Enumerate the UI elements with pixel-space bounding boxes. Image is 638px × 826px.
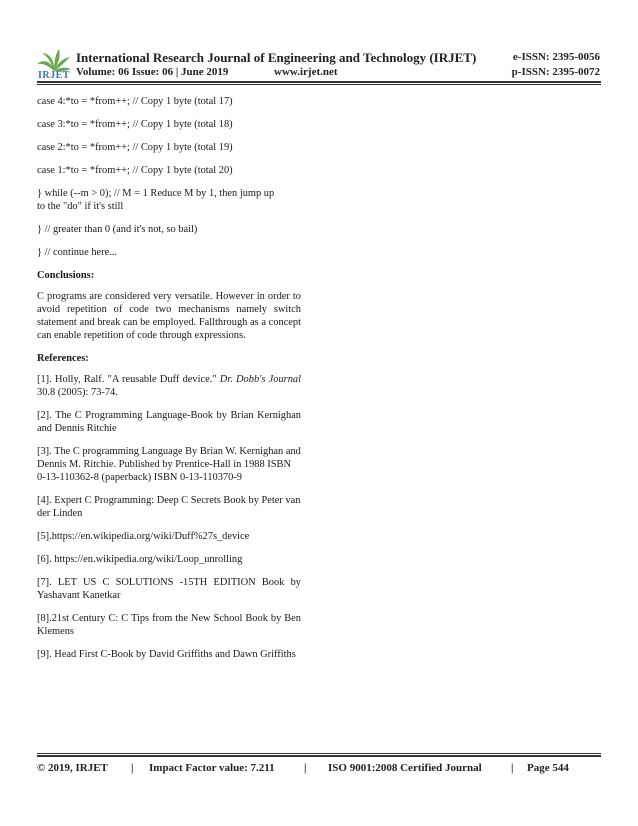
irjet-logo bbox=[34, 47, 74, 81]
website-link[interactable]: www.irjet.net bbox=[274, 66, 338, 78]
reference-item-3: [3]. The C programming Language By Brian W. Kernighan and Dennis M. Ritchie. Published by Prentice-Hall in 1988 ISBN 0-13-110362-8 (paperback) ISBN 0-13-110370-9 bbox=[37, 446, 301, 483]
header-divider bbox=[37, 81, 601, 85]
footer-page-number: Page 544 bbox=[527, 762, 569, 774]
article-column bbox=[37, 95, 301, 671]
code-line-case2: case 2:*to = *from++; // Copy 1 byte (total 19) bbox=[37, 142, 233, 153]
conclusions-text: C programs are considered very versatile. However in order to avoid repetition of code two mechanisms namely switch statement and break can be employed. Fallthrough as a concept can enable repetition of code through expressions. bbox=[37, 291, 301, 341]
code-line-case1: case 1:*to = *from++; // Copy 1 byte (total 20) bbox=[37, 165, 233, 176]
footer-impact-factor: Impact Factor value: 7.211 bbox=[149, 762, 275, 774]
volume-issue: Volume: 06 Issue: 06 | June 2019 bbox=[76, 66, 229, 78]
logo-text: IRJET bbox=[38, 70, 70, 81]
footer-copyright: © 2019, IRJET bbox=[37, 762, 108, 774]
while-line-1: } while (--m > 0); // M = 1 Reduce M by 1, then jump up bbox=[37, 188, 275, 199]
code-close-line: } // greater than 0 (and it's not, so bail) bbox=[37, 224, 198, 235]
footer-divider bbox=[37, 753, 601, 757]
footer-separator-1: | bbox=[131, 762, 134, 774]
ref1-suffix: 30.8 (2005): 73-74. bbox=[37, 387, 118, 398]
reference-item-6[interactable]: [6]. https://en.wikipedia.org/wiki/Loop_unrolling bbox=[37, 554, 243, 565]
reference-item-7: [7]. LET US C SOLUTIONS -15TH EDITION Book by Yashavant Kanetkar bbox=[37, 577, 301, 601]
reference-item-5[interactable]: [5].https://en.wikipedia.org/wiki/Duff%27s_device bbox=[37, 531, 250, 542]
footer-iso: ISO 9001:2008 Certified Journal bbox=[328, 762, 482, 774]
reference-item-4: [4]. Expert C Programming: Deep C Secrets Book by Peter van der Linden bbox=[37, 495, 301, 519]
reference-item-2: [2]. The C Programming Language-Book by Brian Kernighan and Dennis Ritchie bbox=[37, 410, 301, 434]
while-line-2: to the "do" if it's still bbox=[37, 201, 124, 212]
ref1-journal: Dr. Dobb's Journal bbox=[219, 374, 301, 385]
code-line-case3: case 3:*to = *from++; // Copy 1 byte (total 18) bbox=[37, 119, 233, 130]
conclusions-heading: Conclusions: bbox=[37, 270, 95, 281]
reference-item-8: [8].21st Century C: C Tips from the New School Book by Ben Klemens bbox=[37, 613, 301, 637]
e-issn: e-ISSN: 2395-0056 bbox=[512, 51, 600, 63]
code-line-case4: case 4:*to = *from++; // Copy 1 byte (total 17) bbox=[37, 96, 233, 107]
code-while-line bbox=[37, 187, 301, 213]
journal-title: International Research Journal of Engineering and Technology (IRJET) bbox=[76, 50, 477, 65]
footer-separator-3: | bbox=[511, 762, 514, 774]
reference-item-1 bbox=[37, 373, 301, 399]
footer-separator-2: | bbox=[304, 762, 307, 774]
p-issn: p-ISSN: 2395-0072 bbox=[511, 66, 600, 78]
ref1-prefix: [1]. Holly, Ralf. "A reusable Duff device." bbox=[37, 374, 220, 385]
reference-item-9: [9]. Head First C-Book by David Griffiths and Dawn Griffiths bbox=[37, 649, 296, 660]
code-continue-line: } // continue here... bbox=[37, 247, 118, 258]
references-heading: References: bbox=[37, 353, 89, 364]
